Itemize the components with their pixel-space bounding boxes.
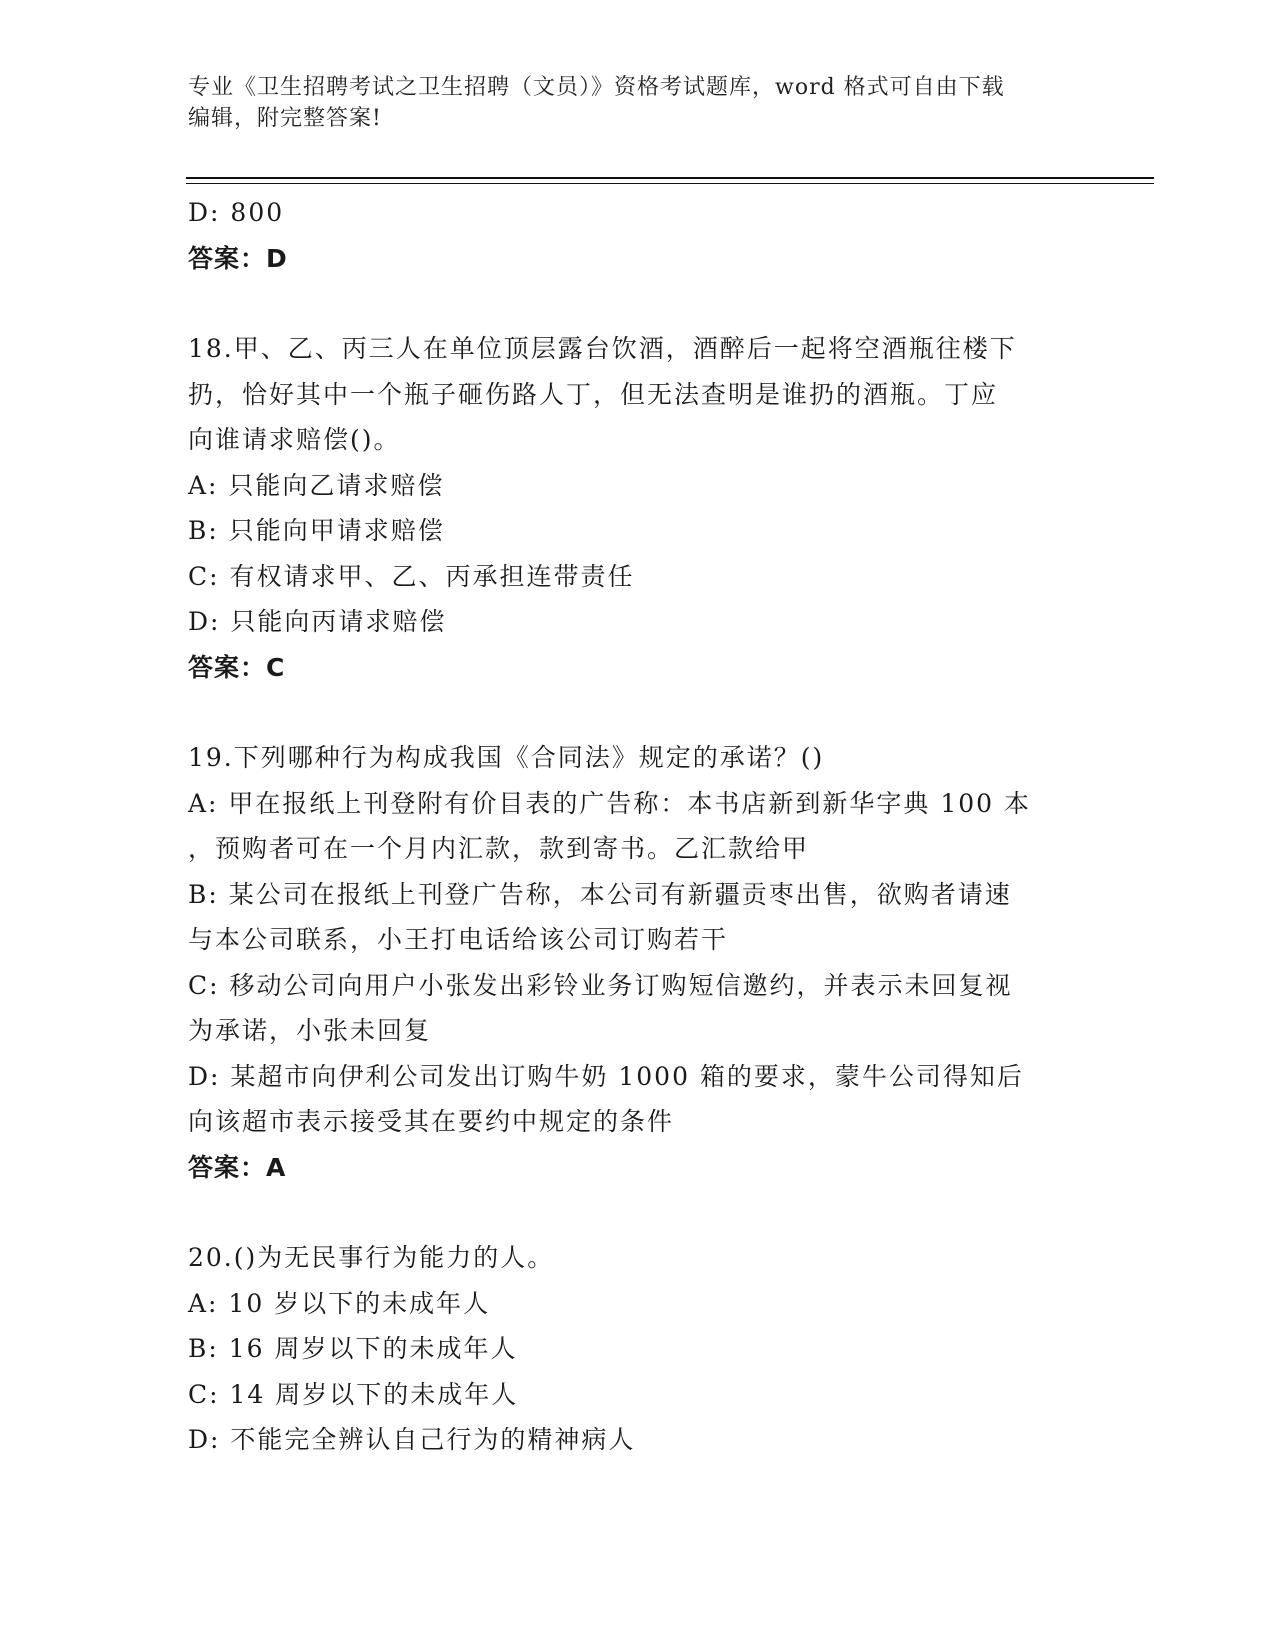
- question-option-line: A: 10 岁以下的未成年人: [188, 1288, 491, 1318]
- question-option-line: 向该超市表示接受其在要约中规定的条件: [188, 1107, 675, 1136]
- question-option-line: C: 移动公司向用户小张发出彩铃业务订购短信邀约，并表示未回复视: [188, 970, 1013, 1000]
- question-option-line: A: 甲在报纸上刊登附有价目表的广告称：本书店新到新华字典 100 本: [188, 788, 1032, 818]
- question-option-line: D: 不能完全辨认自己行为的精神病人: [188, 1425, 636, 1454]
- carryover-answer: 答案：D: [188, 243, 288, 273]
- question-option-line: B: 只能向甲请求赔偿: [188, 516, 445, 545]
- question-option-line: D: 某超市向伊利公司发出订购牛奶 1000 箱的要求，蒙牛公司得知后: [188, 1061, 1024, 1091]
- document-header: [188, 72, 1068, 134]
- question-option-line: B: 某公司在报纸上刊登广告称，本公司有新疆贡枣出售，欲购者请速: [188, 879, 1012, 909]
- carryover-option-d: D: 800: [188, 198, 285, 227]
- header-rule-thin: [186, 183, 1154, 184]
- question-stem-line: 扔，恰好其中一个瓶子砸伤路人丁，但无法查明是谁扔的酒瓶。丁应: [188, 379, 999, 409]
- question-stem-line: 19.下列哪种行为构成我国《合同法》规定的承诺？(): [188, 743, 825, 772]
- question-stem-line: 18.甲、乙、丙三人在单位顶层露台饮酒，酒醉后一起将空酒瓶往楼下: [188, 334, 1017, 363]
- question-spacer: [188, 690, 1088, 735]
- header-line-1: 专业《卫生招聘考试之卫生招聘（文员）》资格考试题库，word 格式可自由下载: [188, 75, 1005, 100]
- header-line-2: 编辑，附完整答案!: [188, 106, 382, 131]
- question-option-line: C: 14 周岁以下的未成年人: [188, 1379, 519, 1409]
- question-option-line: C: 有权请求甲、乙、丙承担连带责任: [188, 561, 635, 591]
- question-option-line: D: 只能向丙请求赔偿: [188, 607, 447, 636]
- question-option-line: A: 只能向乙请求赔偿: [188, 470, 445, 500]
- question-option-line: 与本公司联系，小王打电话给该公司订购若干: [188, 925, 729, 954]
- question-option-line: B: 16 周岁以下的未成年人: [188, 1334, 518, 1363]
- question-answer: 答案：C: [188, 652, 286, 682]
- question-answer: 答案：A: [188, 1152, 287, 1182]
- question-block: [188, 326, 1088, 690]
- question-block: [188, 735, 1088, 1190]
- question-block: [188, 1235, 1088, 1463]
- header-rule-thick: [186, 177, 1154, 179]
- question-spacer: [188, 281, 1088, 326]
- question-stem-line: 20.()为无民事行为能力的人。: [188, 1243, 555, 1272]
- question-list: [188, 281, 1088, 1463]
- document-body: [188, 190, 1088, 1463]
- question-spacer: [188, 1190, 1088, 1235]
- question-stem-line: 向谁请求赔偿()。: [188, 425, 401, 454]
- question-option-line: ，预购者可在一个月内汇款，款到寄书。乙汇款给甲: [188, 834, 810, 863]
- question-option-line: 为承诺，小张未回复: [188, 1016, 432, 1045]
